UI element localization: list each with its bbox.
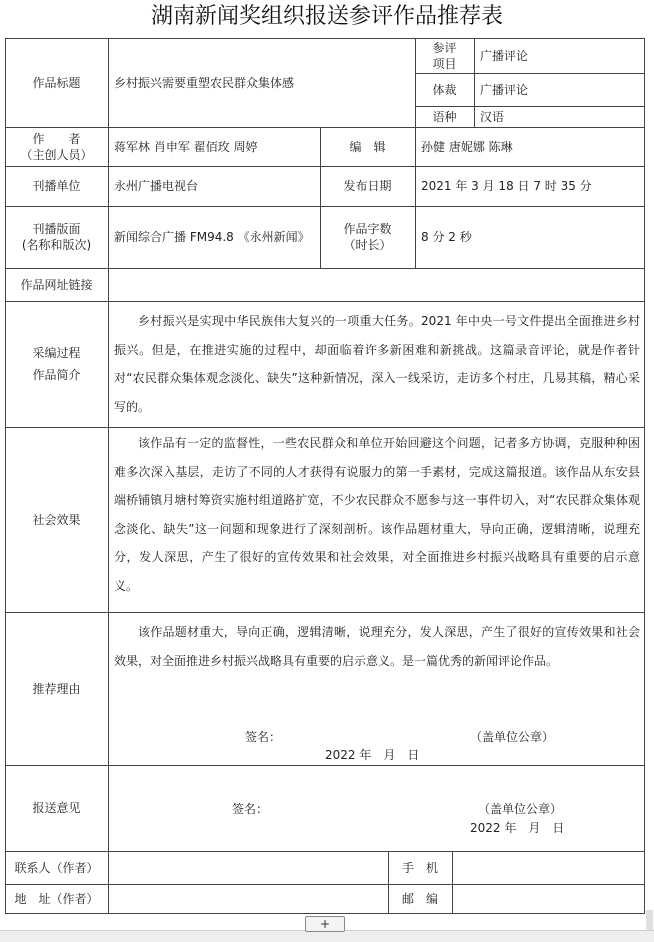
summary-text: 乡村振兴是实现中华民族伟大复兴的一项重大任务。2021 年中央一号文件提出全面推进乡村振兴。但是，在推进实施的过程中，却面临着许多新困难和新挑战。这篇录音评论，就是作者针对“农民群众集体观念淡化、缺失”这种新情况，深入一线采访，走访多个村庄，几易其稿，精心采写的。 [114,314,640,414]
social-effect-text: 该作品有一定的监督性，一些农民群众和单位开始回避这个问题，记者多方协调，克服种种困难多次深入基层，走访了不同的人才获得有说服力的第一手素材，完成这篇报道。该作品从东安县端桥铺镇月塘村筹资实施村组道路扩宽，不少农民群众不愿参与这一事件切入，对“农民群众集体观念淡化、缺失”这一问题和现象进行了深刻剖析。该作品题材重大，导向正确，逻辑清晰，说理充分，发人深思，产生了很好的宣传效果和社会效果，对全面推进乡村振兴战略具有重要的启示意义。 [114,436,640,593]
authors-value: 蒋军林 肖申军 翟佰玫 周婷 [114,139,258,154]
summary-label-line2: 作品简介 [32,368,81,382]
url-label: 作品网址链接 [20,277,93,292]
length-label-line1: 作品字数 [343,222,392,236]
language-value: 汉语 [480,109,505,124]
authors-label [5,127,108,166]
vertical-scrollbar[interactable] [646,910,653,930]
publish-date-label: 发布日期 [343,179,392,193]
publisher-value: 永州广播电视台 [114,179,199,193]
submission-sign-label: 签名： [232,802,269,816]
editors-label: 编 辑 [349,139,386,154]
address-value[interactable] [108,884,388,914]
category-value: 广播评论 [480,48,529,63]
add-page-button[interactable]: + [305,916,345,932]
edition-value: 新闻综合广播 FM94.8 《永州新闻》 [114,230,310,244]
edition-label [5,206,108,268]
edition-label-line2: (名称和版次) [21,238,92,252]
recommendation-seal: （盖单位公章） [470,730,555,744]
work-title-value: 乡村振兴需要重塑农民群众集体感 [114,75,295,90]
recommendation-date: 2022 年 月 日 [325,748,420,762]
publisher-label: 刊播单位 [32,179,81,193]
phone-value[interactable] [452,851,645,884]
length-label-line2: （时长） [343,238,392,252]
submission-label: 报送意见 [32,801,81,815]
recommendation-sign-label: 签名： [245,730,282,744]
edition-label-line1: 刊播版面 [32,222,81,236]
postcode-label: 邮 编 [401,892,438,906]
authors-label-line2: （主创人员） [20,147,93,162]
recommendation-text: 该作品题材重大，导向正确，逻辑清晰，说理充分，发人深思，产生了很好的宣传效果和社会效果，对全面推进乡村振兴战略具有重要的启示意义。是一篇优秀的新闻评论作品。 [114,625,640,668]
contact-label: 联系人（作者） [14,860,99,875]
editors-value: 孙健 唐妮娜 陈琳 [421,139,513,154]
language-label: 语种 [432,109,457,124]
length-value: 8 分 2 秒 [421,230,472,244]
recommendation-label: 推荐理由 [32,681,81,696]
length-label [320,206,415,268]
submission-seal: （盖单位公章） [478,802,563,816]
authors-label-line1: 作 者 [32,131,81,146]
phone-label: 手 机 [401,860,438,875]
url-value[interactable] [108,268,645,301]
work-title-label: 作品标题 [32,75,81,90]
category-label: 参评项目 [432,40,457,71]
address-label: 地 址（作者） [14,892,99,906]
genre-value: 广播评论 [480,82,529,97]
summary-label [5,301,108,427]
form-title: 湖南新闻奖组织报送参评作品推荐表 [150,4,503,29]
postcode-value[interactable] [452,884,645,914]
social-effect-label: 社会效果 [32,512,81,527]
summary-label-line1: 采编过程 [32,346,81,360]
genre-label: 体裁 [432,82,457,97]
publish-date-value: 2021 年 3 月 18 日 7 时 35 分 [421,179,592,193]
submission-date: 2022 年 月 日 [470,821,565,835]
contact-value[interactable] [108,851,388,884]
